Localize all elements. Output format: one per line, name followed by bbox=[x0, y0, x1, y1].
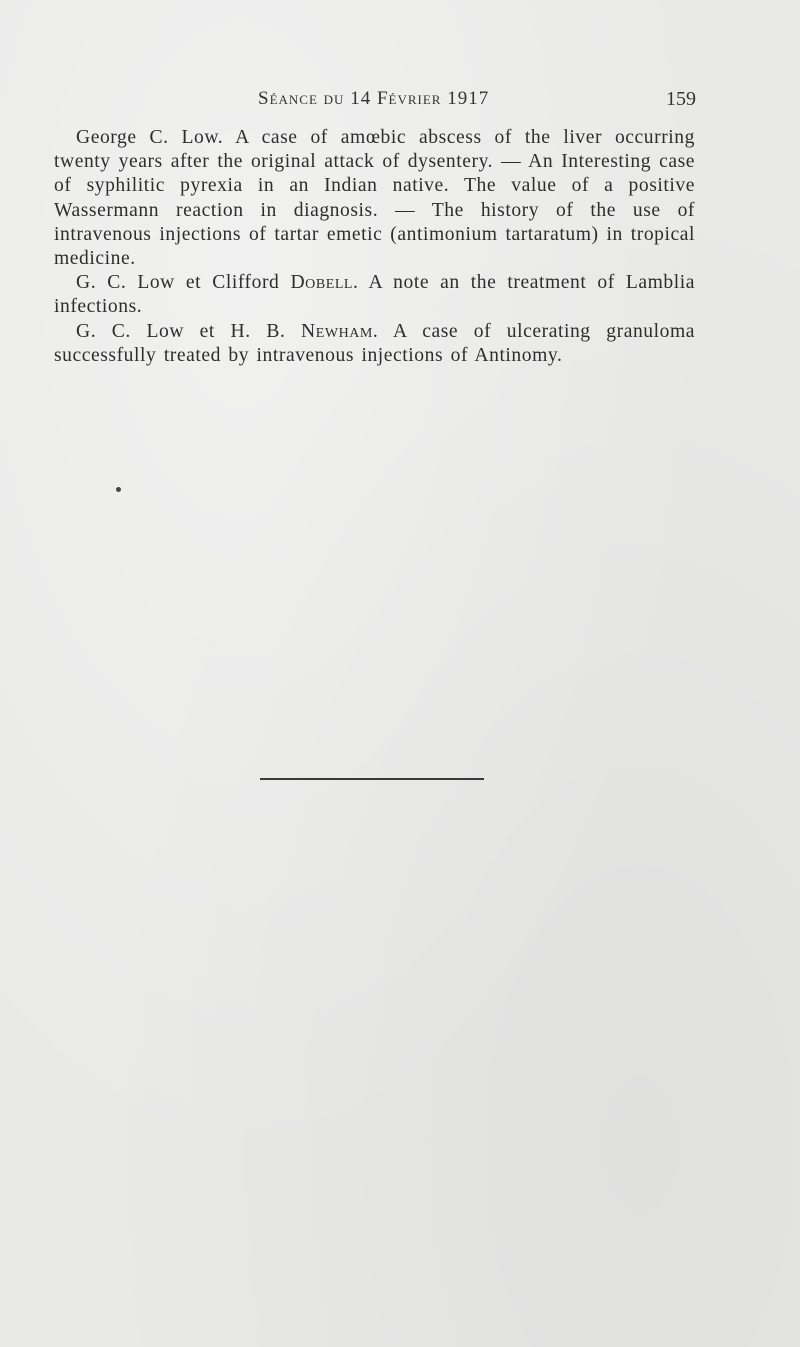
running-head-title bbox=[258, 88, 489, 110]
entry-low-dobell-text: A note an the treatment of Lamblia infections. bbox=[54, 272, 696, 318]
body-text bbox=[54, 126, 695, 368]
ink-speck bbox=[116, 487, 121, 492]
section-end-rule bbox=[260, 778, 484, 780]
entry-low-newham-text: A case of ulcerating granuloma successfully treated by intravenous injections of Antinomy. bbox=[54, 320, 696, 366]
running-head-day: 14 bbox=[350, 88, 372, 109]
running-head-du: du bbox=[323, 88, 345, 109]
entry-low-newham-author-sc: Newham. bbox=[301, 320, 379, 342]
running-head-year: 1917 bbox=[447, 88, 490, 109]
entry-low-newham-author-prefix: G. C. Low et H. B. bbox=[76, 320, 286, 342]
running-head bbox=[0, 88, 800, 114]
entry-low-author: George C. Low. bbox=[76, 127, 224, 148]
entry-low-text: A case of amœbic abscess of the liver occurring twenty years after the original attack of dysentery. — An Interesting case of syphilitic pyrexia in an Indian native. The value of a positive Wassermann reaction in diagnosis. — The history of the use of intravenous injections of tartar emetic (antimonium tartaratum) in tropical medicine. bbox=[54, 127, 695, 270]
entry-low bbox=[54, 126, 695, 271]
running-head-seance: Séance bbox=[258, 88, 318, 109]
page-number: 159 bbox=[666, 88, 696, 110]
entry-low-dobell-author-prefix: G. C. Low et Clifford bbox=[76, 272, 280, 294]
entry-low-dobell bbox=[54, 271, 695, 319]
entry-low-dobell-author-sc: Dobell. bbox=[290, 272, 359, 294]
entry-low-newham bbox=[54, 320, 695, 368]
running-head-month: Février bbox=[376, 88, 442, 109]
